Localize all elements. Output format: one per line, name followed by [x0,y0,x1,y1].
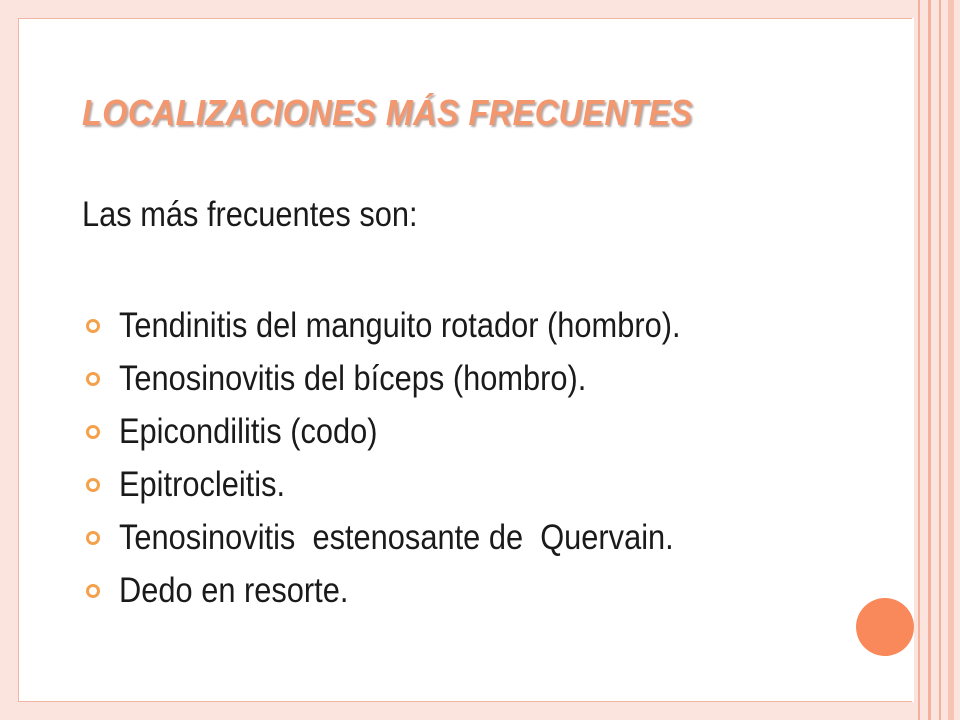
orange-circle-icon [856,598,914,656]
list-item-text: Tenosinovitis estenosante de Quervain. [119,518,674,557]
frame-top-border [0,0,960,18]
list-item-text: Tendinitis del manguito rotador (hombro). [119,306,681,345]
list-item-text: Dedo en resorte. [119,571,349,610]
ring-bullet-icon [86,531,100,545]
ring-bullet-icon [86,478,100,492]
slide-title: LOCALIZACIONES MÁS FRECUENTES [82,92,693,133]
ring-bullet-icon [86,584,100,598]
decorative-stripe [918,0,920,720]
list-item-text: Epitrocleitis. [119,465,286,504]
intro-text: Las más frecuentes son: [82,195,418,234]
list-item-text: Tenosinovitis del bíceps (hombro). [119,359,587,398]
decorative-stripe [928,0,931,720]
frame-left-border [0,0,18,720]
ring-bullet-icon [86,425,100,439]
list-item-text: Epicondilitis (codo) [119,412,378,451]
frame-bottom-border [0,702,960,720]
ring-bullet-icon [86,372,100,386]
ring-bullet-icon [86,319,100,333]
decorative-stripe [948,0,954,720]
decorative-stripe [939,0,941,720]
